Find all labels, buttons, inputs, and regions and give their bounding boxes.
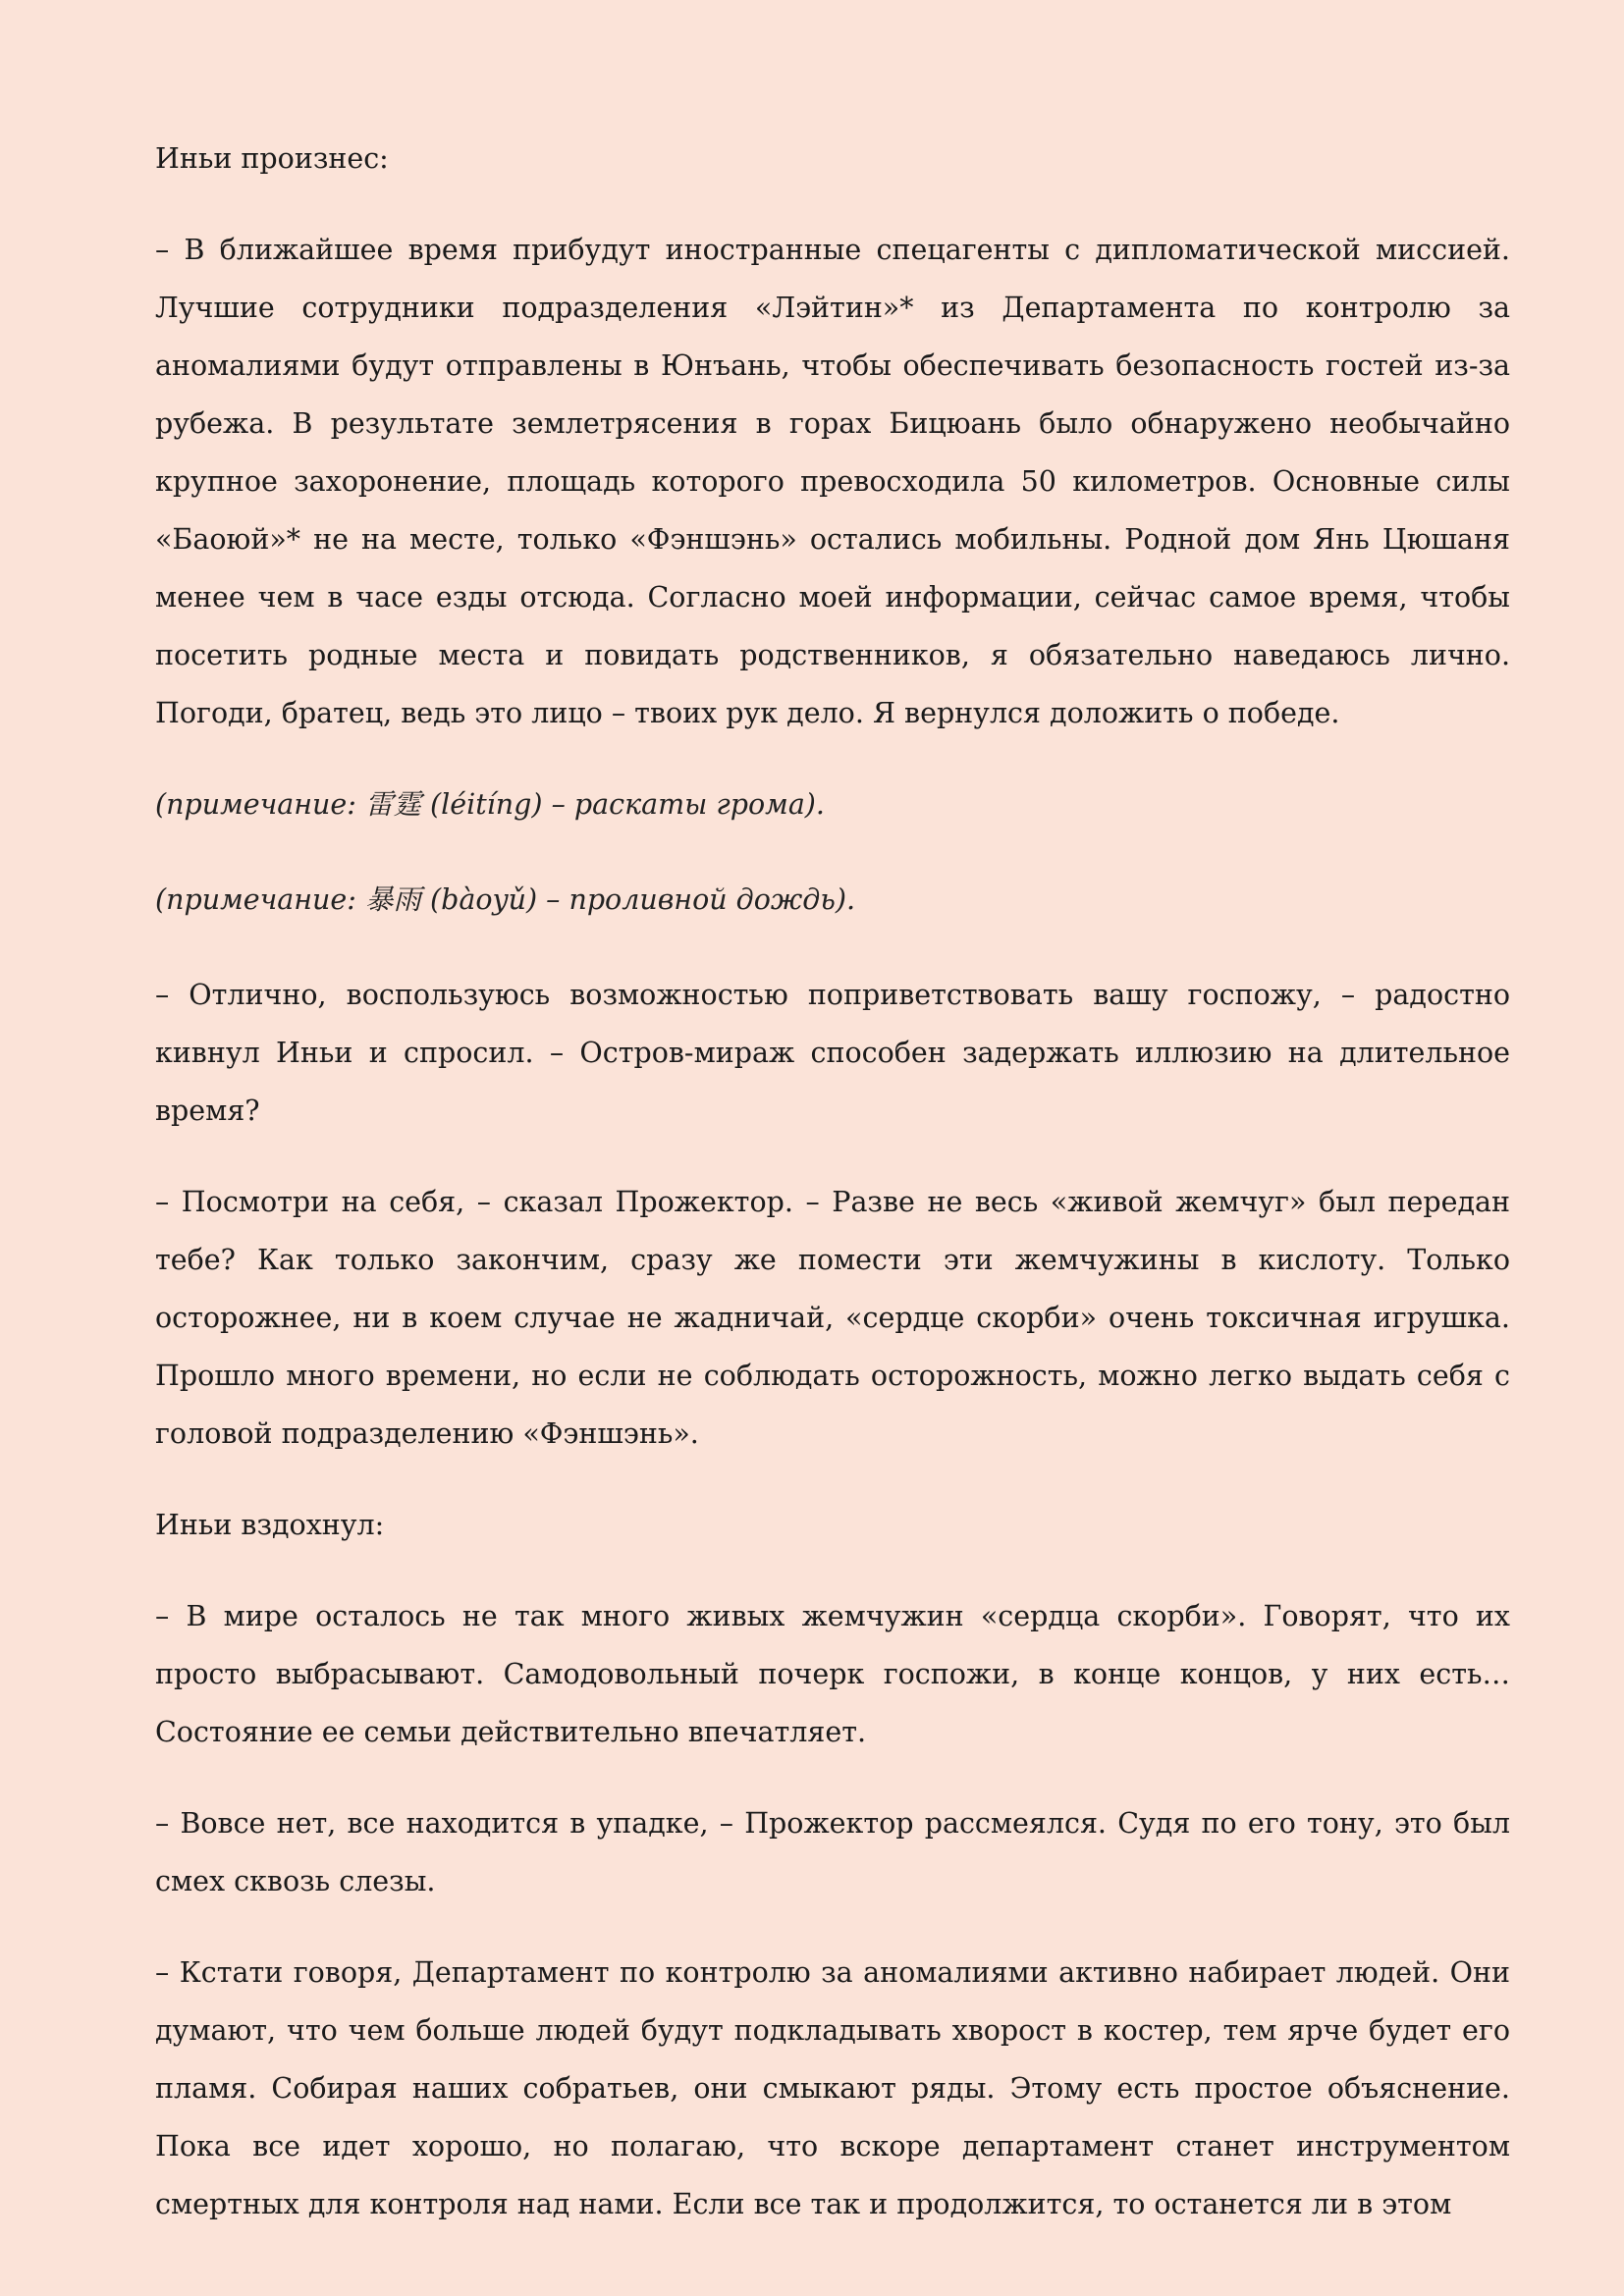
paragraph: Иньи произнес: (155, 142, 389, 175)
paragraph: Иньи вздохнул: (155, 1509, 385, 1541)
footnote: (примечание: 雷霆 (léitíng) – раскаты грома). (155, 788, 825, 821)
paragraph: – Кстати говоря, Департамент по контролю за аномалиями активно набирает людей. Они думают, что чем больше людей будут подкладывать хворост в костер, тем ярче будет его пламя. Собирая наших собратьев, они смыкают ряды. Этому есть простое объяснение. Пока все идет хорошо, но полагаю, что вскоре департамент станет инструментом смертных для контроля над нами. Если все так и продолжится, то останется ли в этом (155, 1956, 1510, 2220)
paragraph: – В мире осталось не так много живых жемчужин «сердца скорби». Говорят, что их просто выбрасывают. Самодовольный почерк госпожи, в конце концов, у них есть… Состояние ее семьи действительно впечатляет. (155, 1600, 1510, 1748)
paragraph: – Вовсе нет, все находится в упадке, – Прожектор рассмеялся. Судя по его тону, это был смех сквозь слезы. (155, 1807, 1510, 1897)
paragraph: – В ближайшее время прибудут иностранные спецагенты с дипломатической миссией. Лучшие сотрудники подразделения «Лэйтин»* из Департамента по контролю за аномалиями будут отправлены в Юнъань, чтобы обеспечивать безопасность гостей из-за рубежа. В результате землетрясения в горах Бицюань было обнаружено необычайно крупное захоронение, площадь которого превосходила 50 километров. Основные силы «Баоюй»* не на месте, только «Фэншэнь» остались мобильны. Родной дом Янь Цюшаня менее чем в часе езды отсюда. Согласно моей информации, сейчас самое время, чтобы посетить родные места и повидать родственников, я обязательно наведаюсь лично. Погоди, братец, ведь это лицо – твоих рук дело. Я вернулся доложить о победе. (155, 234, 1510, 729)
paragraph: – Отлично, воспользуюсь возможностью поприветствовать вашу госпожу, – радостно кивнул Иньи и спросил. – Остров-мираж способен задержать иллюзию на длительное время? (155, 979, 1510, 1127)
document-page (155, 130, 1510, 2267)
paragraph: – Посмотри на себя, – сказал Прожектор. – Разве не весь «живой жемчуг» был передан тебе? Как только закончим, сразу же помести эти жемчужины в кислоту. Только осторожнее, ни в коем случае не жадничай, «сердце скорби» очень токсичная игрушка. Прошло много времени, но если не соблюдать осторожность, можно легко выдать себя с головой подразделению «Фэншэнь». (155, 1186, 1510, 1450)
footnote: (примечание: 暴雨 (bàoyǔ) – проливной дождь). (155, 883, 856, 916)
